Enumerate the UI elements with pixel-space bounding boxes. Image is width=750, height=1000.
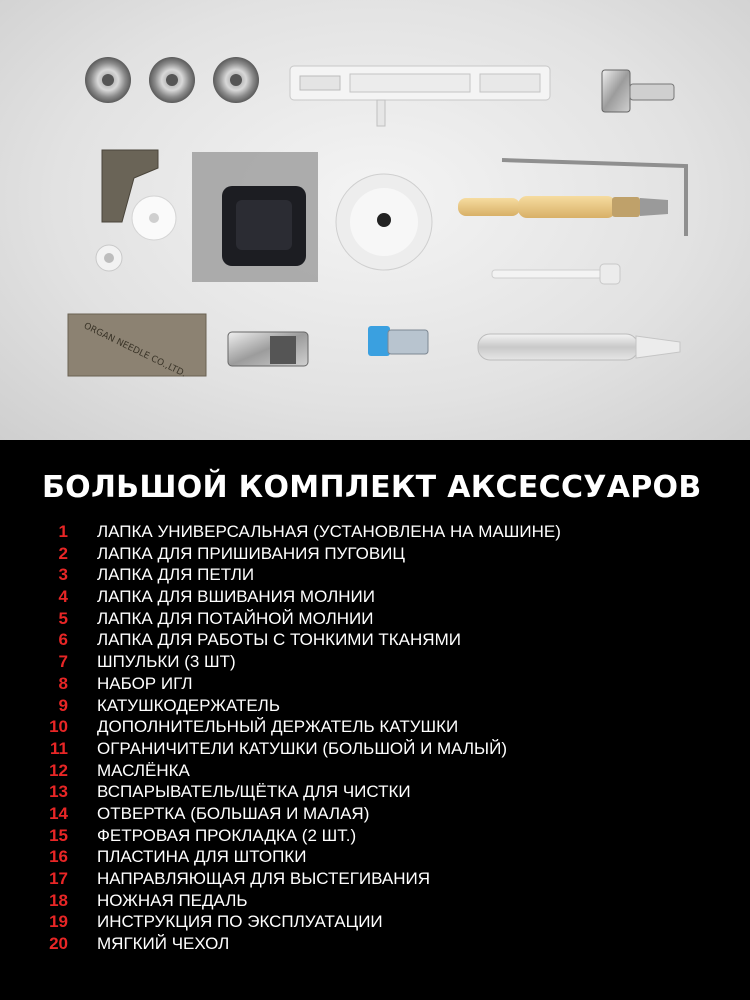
item-label: ЛАПКА ДЛЯ ВШИВАНИЯ МОЛНИИ xyxy=(97,587,375,607)
item-label: КАТУШКОДЕРЖАТЕЛЬ xyxy=(97,695,280,715)
item-number: 2 xyxy=(58,543,68,563)
item-label: ШПУЛЬКИ (3 ШТ) xyxy=(97,652,236,672)
item-label: ОГРАНИЧИТЕЛИ КАТУШКИ (БОЛЬШОЙ И МАЛЫЙ) xyxy=(97,738,507,758)
item-number: 6 xyxy=(58,630,68,650)
zipper-foot xyxy=(602,70,674,112)
list-item xyxy=(0,695,750,717)
list-item xyxy=(0,890,750,912)
accessories-panel xyxy=(0,440,750,1000)
accessories-photo xyxy=(0,0,750,440)
list-item xyxy=(0,673,750,695)
button-foot xyxy=(228,332,308,366)
list-item xyxy=(0,716,750,738)
item-number: 14 xyxy=(49,803,68,823)
item-number: 4 xyxy=(58,587,68,607)
item-number: 1 xyxy=(58,522,68,541)
blind-zipper-foot xyxy=(368,326,428,356)
list-item xyxy=(0,825,750,847)
buttonhole-foot xyxy=(290,66,550,126)
felt-washer-large xyxy=(132,196,176,240)
item-label: МАСЛЁНКА xyxy=(97,760,190,780)
list-item xyxy=(0,543,750,565)
item-label: ДОПОЛНИТЕЛЬНЫЙ ДЕРЖАТЕЛЬ КАТУШКИ xyxy=(97,717,459,737)
item-number: 7 xyxy=(58,652,68,672)
item-number: 19 xyxy=(49,912,68,932)
bobbin-1 xyxy=(85,57,131,103)
oil-bottle xyxy=(478,334,680,360)
seam-ripper-brush xyxy=(458,196,668,218)
list-item xyxy=(0,911,750,933)
item-label: ЛАПКА ДЛЯ ПЕТЛИ xyxy=(97,565,255,585)
spool-cap-small xyxy=(96,245,122,271)
needle-case-bag xyxy=(192,152,318,282)
list-item xyxy=(0,781,750,803)
list-item xyxy=(0,651,750,673)
item-label: ЛАПКА ДЛЯ ПРИШИВАНИЯ ПУГОВИЦ xyxy=(97,543,405,563)
list-item xyxy=(0,933,750,955)
item-number: 17 xyxy=(49,869,68,888)
spool-cap-large xyxy=(336,174,432,270)
item-number: 20 xyxy=(49,934,68,954)
bobbin-2 xyxy=(149,57,195,103)
item-label: НАПРАВЛЯЮЩАЯ ДЛЯ ВЫСТЕГИВАНИЯ xyxy=(97,869,431,888)
needle-pack-label: ORGAN NEEDLE CO.,LTD. xyxy=(81,321,188,380)
list-item xyxy=(0,608,750,630)
item-label: ВСПАРЫВАТЕЛЬ/ЩЁТКА ДЛЯ ЧИСТКИ xyxy=(97,782,411,802)
bobbin-3 xyxy=(213,57,259,103)
list-item xyxy=(0,738,750,760)
item-label: ПЛАСТИНА ДЛЯ ШТОПКИ xyxy=(97,847,307,867)
needle-pack xyxy=(68,314,206,380)
list-item xyxy=(0,586,750,608)
item-label: ЛАПКА ДЛЯ ПОТАЙНОЙ МОЛНИИ xyxy=(97,608,374,628)
accessories-list xyxy=(0,521,750,955)
list-item xyxy=(0,564,750,586)
item-number: 18 xyxy=(49,890,68,910)
item-label: ЛАПКА ДЛЯ РАБОТЫ С ТОНКИМИ ТКАНЯМИ xyxy=(97,630,461,650)
bobbins xyxy=(85,57,259,103)
item-number: 3 xyxy=(58,565,68,585)
list-item xyxy=(0,846,750,868)
list-item xyxy=(0,868,750,890)
item-number: 8 xyxy=(58,673,68,693)
item-label: МЯГКИЙ ЧЕХОЛ xyxy=(97,934,230,954)
item-number: 5 xyxy=(58,608,68,628)
item-label: НАБОР ИГЛ xyxy=(97,673,193,693)
item-number: 9 xyxy=(58,695,68,715)
item-label: НОЖНАЯ ПЕДАЛЬ xyxy=(97,890,248,910)
list-item xyxy=(0,760,750,782)
item-label: ОТВЕРТКА (БОЛЬШАЯ И МАЛАЯ) xyxy=(97,803,370,823)
item-number: 12 xyxy=(49,760,68,780)
spool-pin xyxy=(492,264,620,284)
item-number: 13 xyxy=(49,782,68,802)
item-number: 11 xyxy=(50,738,68,758)
item-number: 10 xyxy=(49,717,68,737)
item-label: ФЕТРОВАЯ ПРОКЛАДКА (2 ШТ.) xyxy=(97,825,357,845)
list-item xyxy=(0,629,750,651)
item-number: 15 xyxy=(49,825,68,845)
list-item xyxy=(0,521,750,543)
item-label: ИНСТРУКЦИЯ ПО ЭКСПЛУАТАЦИИ xyxy=(97,912,383,932)
list-item xyxy=(0,803,750,825)
item-label: ЛАПКА УНИВЕРСАЛЬНАЯ (УСТАНОВЛЕНА НА МАШИНЕ) xyxy=(97,522,561,541)
page-title: БОЛЬШОЙ КОМПЛЕКТ АКСЕССУАРОВ xyxy=(42,470,702,505)
item-number: 16 xyxy=(49,847,68,867)
